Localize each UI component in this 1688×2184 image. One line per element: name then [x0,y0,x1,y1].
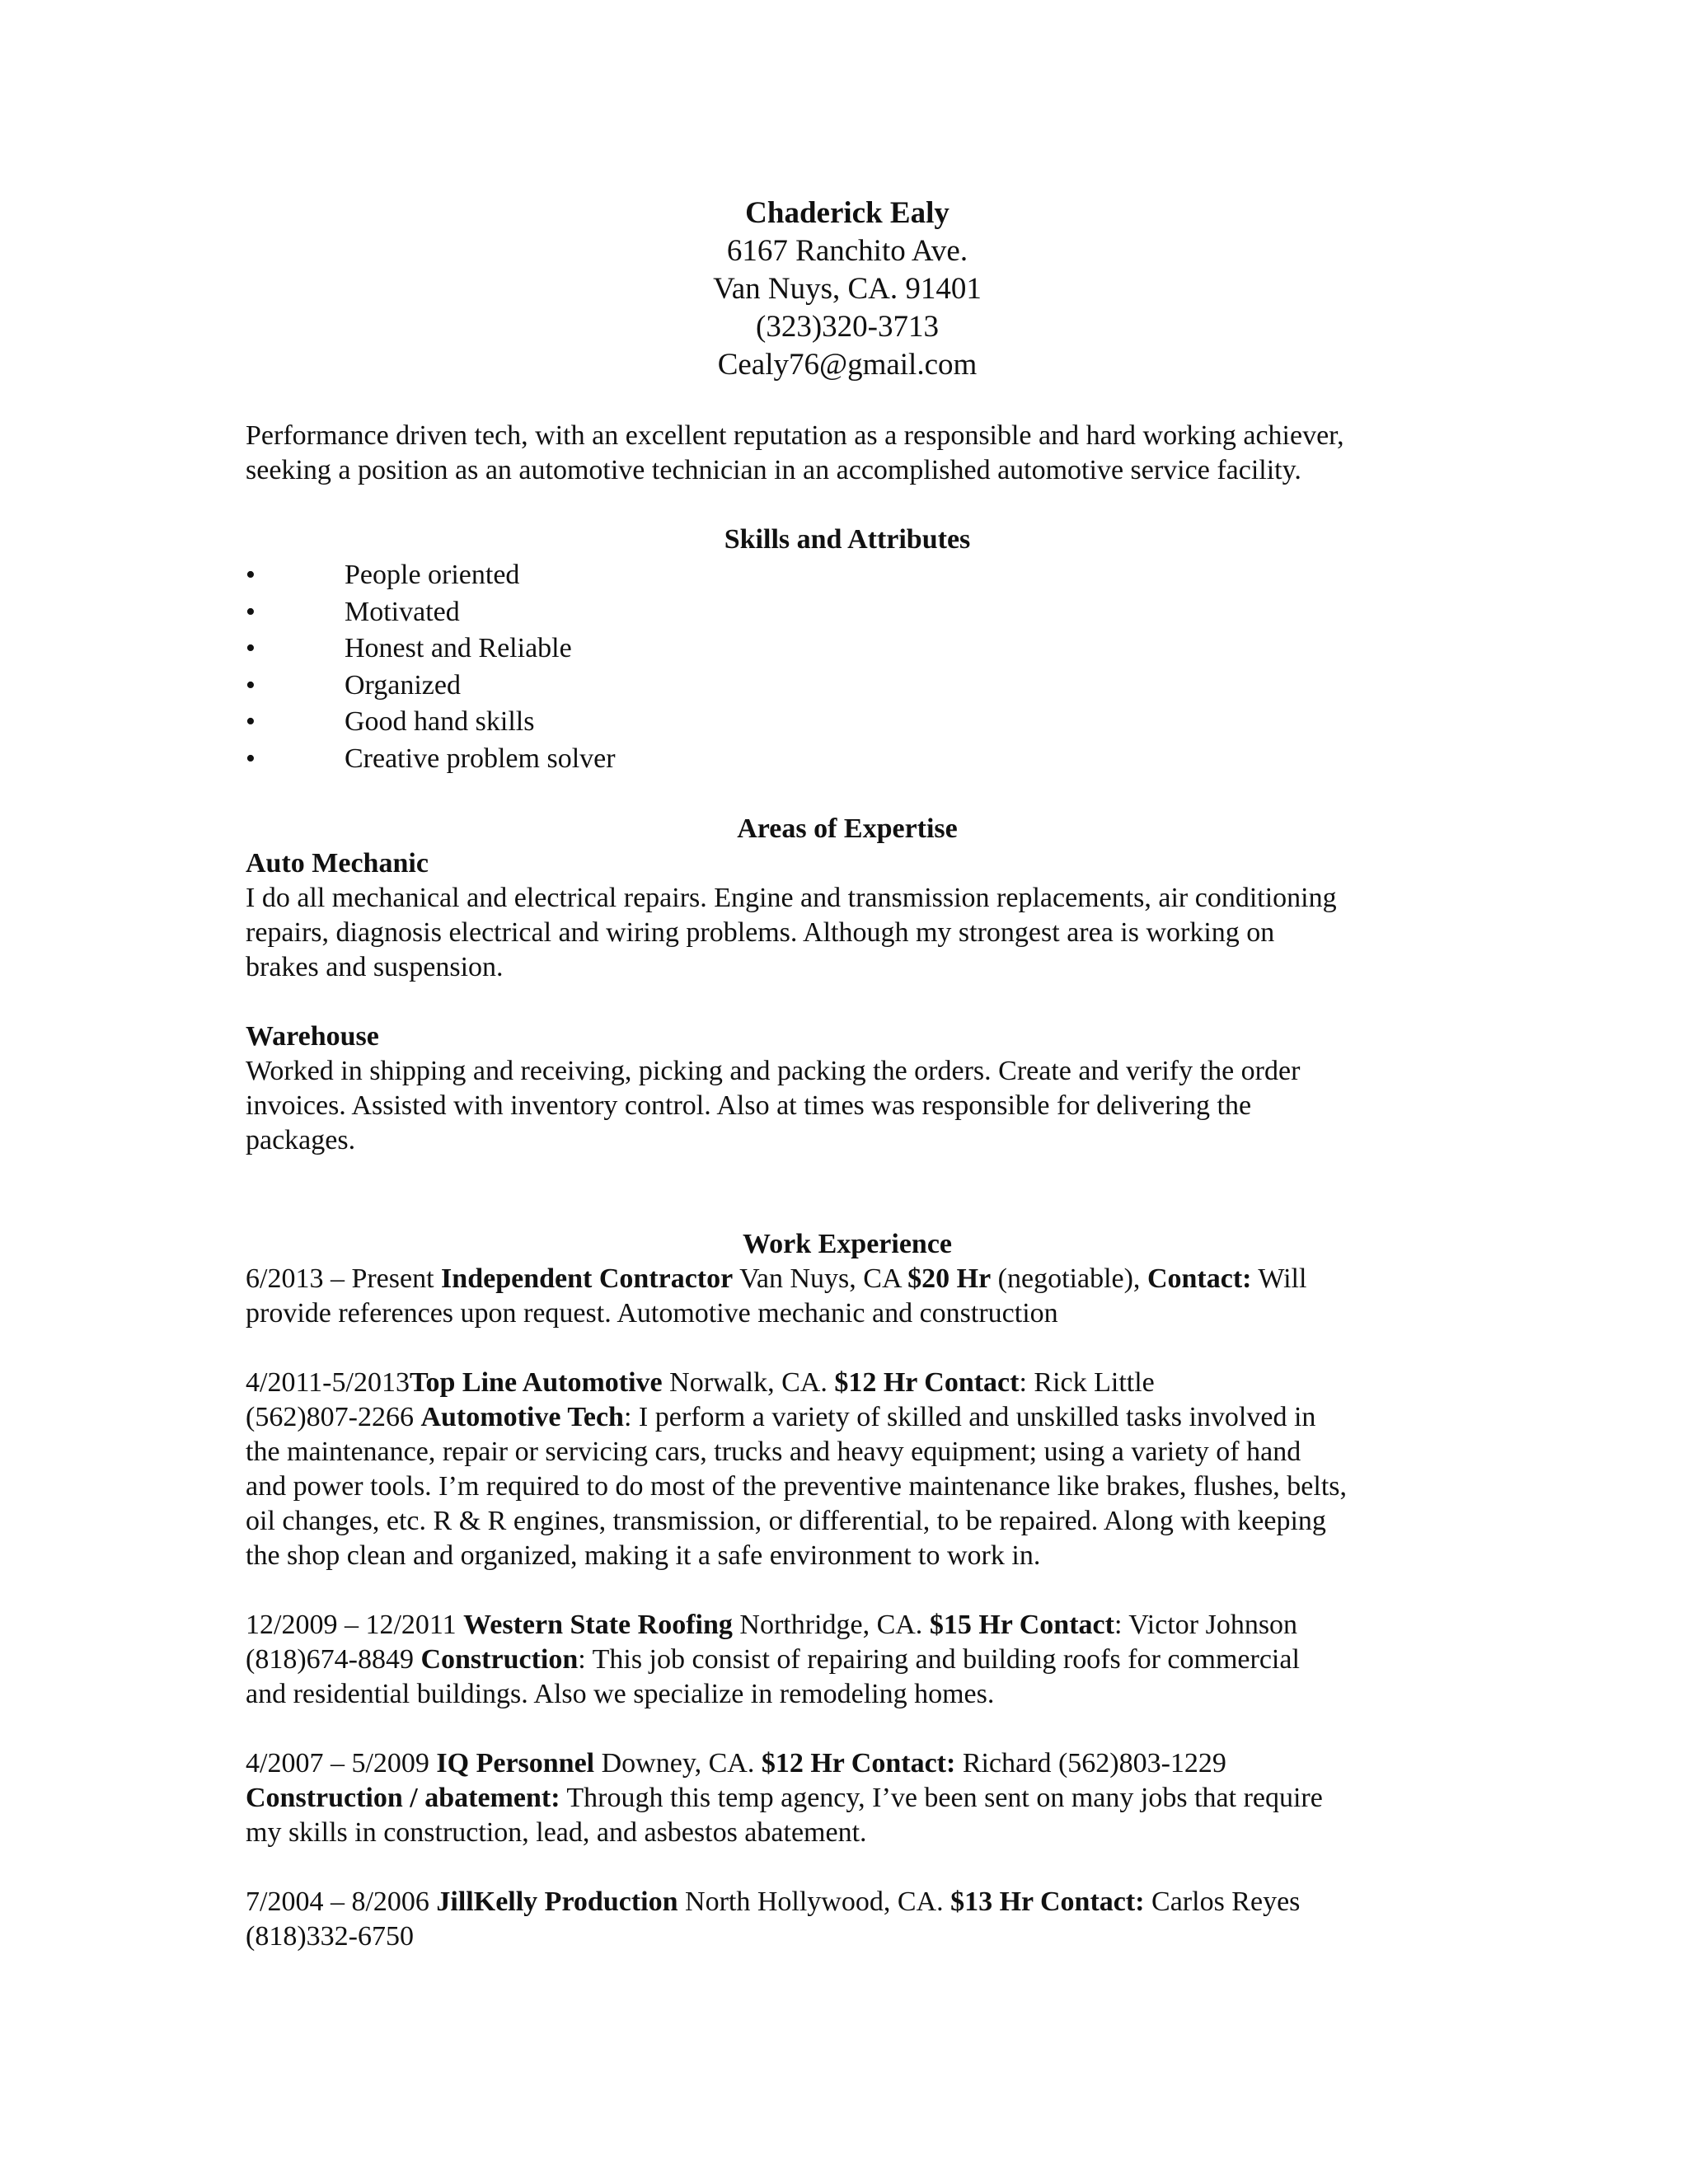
job-pay-contact: $12 Hr Contact [834,1367,1020,1398]
job-pay-contact: $13 Hr Contact: [950,1886,1145,1917]
spacer [246,1712,1449,1746]
skill-label: Organized [345,669,461,701]
job-entry [246,1366,1449,1573]
job-dates: 7/2004 – 8/2006 [246,1886,437,1917]
job-line [246,1643,1449,1677]
job-dates: 6/2013 – Present [246,1263,442,1294]
objective-line: seeking a position as an automotive technician in an accomplished automotive service facility. [246,455,1301,485]
job-contact: Will [1251,1263,1307,1294]
job-line: oil changes, etc. R & R engines, transmission, or differential, to be repaired. Along with keeping [246,1506,1326,1536]
contact-header [246,194,1449,384]
warehouse-title: Warehouse [246,1021,379,1052]
job-line: and residential buildings. Also we specialize in remodeling homes. [246,1679,995,1709]
job-line [246,1366,1449,1400]
bullet-icon: • [246,560,256,590]
job-line [246,1746,1449,1781]
auto-mechanic-title: Auto Mechanic [246,848,429,879]
job-pay: $20 Hr [907,1263,992,1294]
job-entry [246,1885,1449,1954]
job-location: Northridge, CA. [732,1610,930,1640]
job-line: my skills in construction, lead, and asbestos abatement. [246,1817,867,1848]
job-line: the maintenance, repair or servicing cars, trucks and heavy equipment; using a variety of hand [246,1436,1301,1467]
job-line [246,1781,1449,1816]
skill-label: Creative problem solver [345,743,616,774]
warehouse-description [246,1054,1449,1158]
job-pay-contact: $15 Hr Contact [929,1610,1114,1640]
skills-list [246,557,1449,777]
job-description: : I perform a variety of skilled and unskilled tasks involved in [623,1402,1316,1432]
job-dates: 4/2007 – 5/2009 [246,1748,437,1779]
job-location: Downey, CA. [594,1748,762,1779]
job-phone: (562)807-2266 [246,1402,421,1432]
skill-label: Motivated [345,596,460,627]
job-line: the shop clean and organized, making it a safe environment to work in. [246,1540,1041,1571]
skills-section-title: Skills and Attributes [724,524,971,555]
job-note: (negotiable), [991,1263,1147,1294]
job-line [246,1400,1449,1435]
job-line: and power tools. I’m required to do most of the preventive maintenance like brakes, flushes, belts, [246,1471,1348,1502]
job-line: (818)332-6750 [246,1921,414,1952]
job-line [246,1608,1449,1643]
auto-mechanic-description [246,881,1449,985]
skill-item [246,704,1449,741]
spacer [246,1331,1449,1366]
description-line: packages. [246,1125,356,1155]
address-line-2: Van Nuys, CA. 91401 [713,272,982,306]
job-contact: : Rick Little [1019,1367,1155,1398]
job-role: Construction / abatement: [246,1783,560,1813]
job-entry [246,1262,1449,1331]
job-entry [246,1608,1449,1712]
description-line: I do all mechanical and electrical repairs. Engine and transmission replacements, air conditioning [246,883,1337,913]
description-line: invoices. Assisted with inventory control. Also at times was responsible for delivering the [246,1090,1252,1121]
candidate-name: Chaderick Ealy [745,196,950,230]
job-role: Automotive Tech [420,1402,624,1432]
job-company: JillKelly Production [436,1886,678,1917]
skill-label: Honest and Reliable [345,633,572,663]
skill-item [246,668,1449,705]
phone-number: (323)320-3713 [756,310,939,344]
job-location: North Hollywood, CA. [678,1886,951,1917]
resume-content [246,194,1449,1954]
job-description: : This job consist of repairing and building roofs for commercial [578,1644,1300,1675]
job-company: Western State Roofing [463,1610,733,1640]
skill-item [246,741,1449,778]
description-line: Worked in shipping and receiving, picking and packing the orders. Create and verify the order [246,1056,1301,1086]
job-contact-label: Contact: [1146,1263,1252,1294]
skill-item [246,594,1449,631]
job-location: Norwalk, CA. [662,1367,835,1398]
spacer [246,1573,1449,1608]
job-location: Van Nuys, CA [733,1263,908,1294]
job-pay-contact: $12 Hr Contact: [761,1748,956,1779]
work-section-title: Work Experience [742,1229,953,1259]
bullet-icon: • [246,633,256,663]
spacer [246,985,1449,1019]
job-dates: 4/2011-5/2013 [246,1367,410,1398]
spacer [246,1850,1449,1885]
email-address: Cealy76@gmail.com [717,348,978,382]
bullet-icon: • [246,669,256,701]
job-entry [246,1746,1449,1850]
job-contact: : Victor Johnson [1114,1610,1298,1640]
skill-label: People oriented [345,560,520,590]
job-company: Independent Contractor [441,1263,734,1294]
job-contact: Carlos Reyes [1144,1886,1301,1917]
job-contact: Richard (562)803-1229 [955,1748,1226,1779]
job-phone: (818)674-8849 [246,1644,421,1675]
job-company: Top Line Automotive [409,1367,663,1398]
bullet-icon: • [246,596,256,627]
skill-item [246,630,1449,668]
objective-paragraph [246,419,1449,488]
bullet-icon: • [246,706,256,737]
description-line: repairs, diagnosis electrical and wiring problems. Although my strongest area is working on [246,917,1275,948]
job-line: provide references upon request. Automotive mechanic and construction [246,1298,1058,1329]
skill-item [246,557,1449,594]
job-line [246,1262,1449,1296]
job-dates: 12/2009 – 12/2011 [246,1610,464,1640]
job-line [246,1885,1449,1919]
job-company: IQ Personnel [436,1748,595,1779]
job-description: Through this temp agency, I’ve been sent on many jobs that require [560,1783,1323,1813]
job-role: Construction [420,1644,579,1675]
bullet-icon: • [246,743,256,774]
objective-line: Performance driven tech, with an excellent reputation as a responsible and hard working achiever, [246,420,1344,451]
address-line-1: 6167 Ranchito Ave. [726,234,968,268]
skill-label: Good hand skills [345,706,535,737]
description-line: brakes and suspension. [246,952,504,982]
expertise-section-title: Areas of Expertise [737,813,958,844]
spacer [246,1158,1449,1227]
